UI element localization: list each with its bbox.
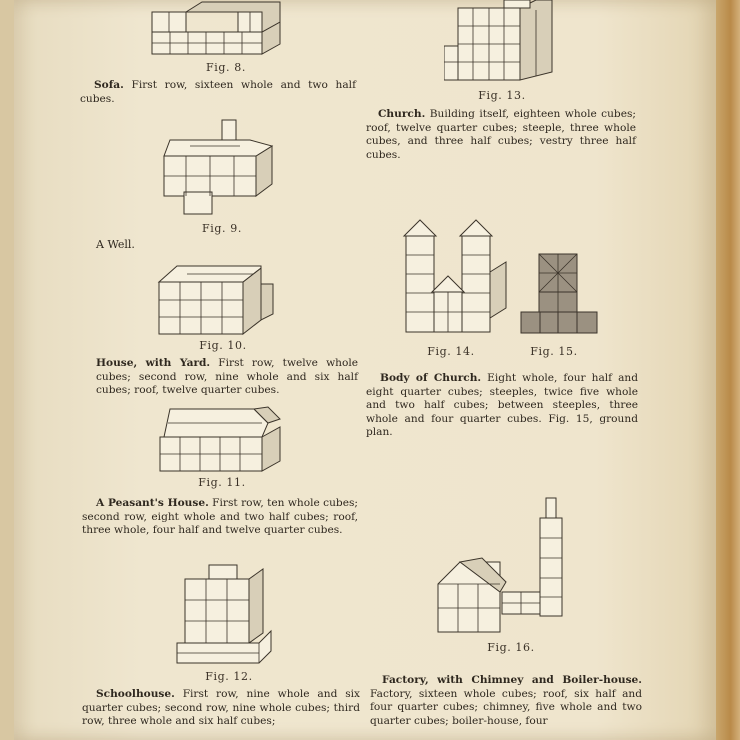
sofa-title: Sofa. bbox=[94, 79, 124, 91]
well-label: A Well. bbox=[96, 238, 135, 251]
church-description bbox=[366, 108, 636, 162]
schoolhouse-text: First row, nine whole and six quarter cubes; second row, nine whole cubes; third row, three whole and six half cubes; bbox=[82, 688, 360, 728]
fig-15-ground-plan-illustration bbox=[519, 252, 601, 336]
fig-12-caption: Fig. 12. bbox=[205, 670, 253, 683]
church-text: Building itself, eighteen whole cubes; roof, twelve quarter cubes; steeple, three whole cubes, and three half cubes; vestry three half cubes. bbox=[366, 108, 636, 161]
fig-10-house-illustration bbox=[157, 262, 275, 336]
church-body-title: Body of Church. bbox=[380, 372, 482, 384]
fig-13-church-illustration bbox=[444, 0, 554, 84]
fig-14-caption: Fig. 14. bbox=[427, 345, 475, 358]
church-body-description bbox=[366, 372, 638, 440]
fig-8-sofa-illustration bbox=[150, 0, 285, 56]
sofa-description bbox=[80, 79, 356, 106]
sofa-text: First row, sixteen whole and two half cubes. bbox=[80, 79, 356, 105]
page-edge bbox=[716, 0, 740, 740]
fig-11-caption: Fig. 11. bbox=[198, 476, 246, 489]
fig-9-caption: Fig. 9. bbox=[202, 222, 242, 235]
fig-15-caption: Fig. 15. bbox=[530, 345, 578, 358]
schoolhouse-title: Schoolhouse. bbox=[96, 688, 175, 700]
fig-8-caption: Fig. 8. bbox=[206, 61, 246, 74]
fig-12-schoolhouse-illustration bbox=[175, 563, 275, 665]
fig-10-caption: Fig. 10. bbox=[199, 339, 247, 352]
church-body-text: Eight whole, four half and eight quarter cubes; steeples, twice five whole and two half cubes; between steeples, three whole and four quarter cubes. Fig. 15, ground plan. bbox=[366, 372, 638, 439]
church-title: Church. bbox=[378, 108, 426, 120]
house-title: House, with Yard. bbox=[96, 357, 211, 369]
factory-text: Factory, sixteen whole cubes; roof, six half and four quarter cubes; chimney, five whole and two quarter cubes; boiler-house, four bbox=[370, 687, 642, 727]
house-text: First row, twelve whole cubes; second row, nine whole and six half cubes; roof, twelve quarter cubes. bbox=[96, 357, 358, 397]
fig-14-church-body-illustration bbox=[402, 218, 510, 336]
fig-13-caption: Fig. 13. bbox=[478, 89, 526, 102]
schoolhouse-description bbox=[82, 688, 360, 729]
peasant-house-text: First row, ten whole cubes; second row, eight whole and two half cubes; roof, three whole, four half and twelve quarter cubes. bbox=[82, 497, 358, 537]
factory-title: Factory, with Chimney and Boiler-house. bbox=[382, 674, 642, 686]
house-description bbox=[96, 357, 358, 398]
peasant-house-title: A Peasant's House. bbox=[96, 497, 209, 509]
fig-9-well-illustration bbox=[160, 118, 275, 216]
fig-16-caption: Fig. 16. bbox=[487, 641, 535, 654]
peasant-house-description bbox=[82, 497, 358, 538]
fig-11-peasant-house-illustration bbox=[158, 405, 284, 473]
factory-description bbox=[370, 674, 642, 728]
fig-16-factory-illustration bbox=[436, 496, 568, 638]
